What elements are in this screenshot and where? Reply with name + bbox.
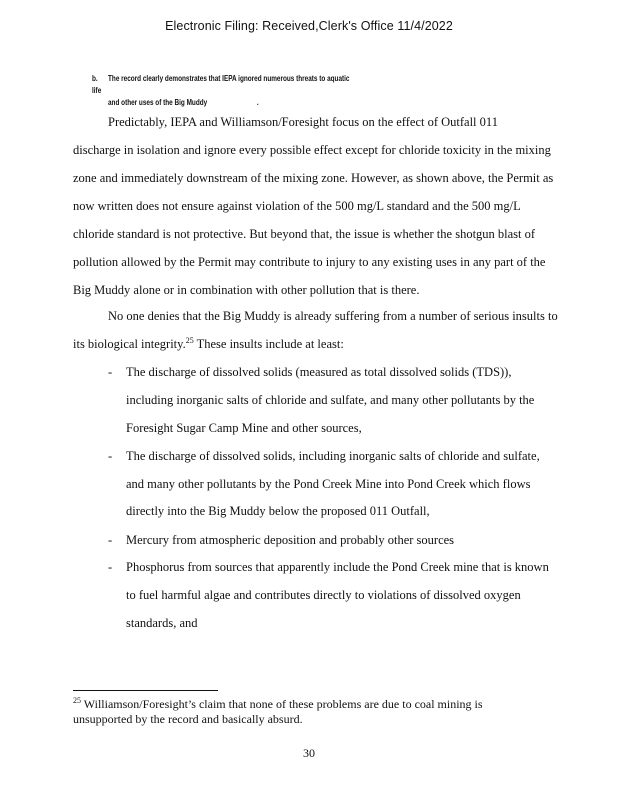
footnote-25: [73, 697, 553, 727]
paragraph-1-line-1: Predictably, IEPA and Williamson/Foresight focus on the effect of Outfall 011: [108, 115, 498, 129]
footnote-line-1: Williamson/Foresight’s claim that none of these problems are due to coal mining is: [81, 697, 483, 711]
paragraph-1-line-4: now written does not ensure against violation of the 500 mg/L standard and the 500 mg/L: [73, 199, 521, 213]
bullet-1-dash: -: [108, 365, 113, 379]
subheading-label: b.: [92, 74, 98, 83]
bullet-4-dash: -: [108, 560, 113, 574]
bullet-3-dash: -: [108, 533, 113, 547]
bullet-2-line-2: and many other pollutants by the Pond Creek Mine into Pond Creek which flows: [126, 477, 531, 491]
paragraph-2-line-1: No one denies that the Big Muddy is already suffering from a number of serious insults to: [108, 309, 558, 323]
paragraph-1-line-7: Big Muddy alone or in combination with other pollution that is there.: [73, 283, 420, 297]
footnote-line-2: unsupported by the record and basically absurd.: [73, 712, 303, 726]
bullet-1-line-1: The discharge of dissolved solids (measured as total dissolved solids (TDS)),: [126, 365, 512, 379]
subheading-line-1: The record clearly demonstrates that IEPA ignored numerous threats to aquatic life: [92, 74, 350, 95]
bullet-2-line-3: directly into the Big Muddy below the proposed 011 Outfall,: [126, 504, 430, 518]
paragraph-1-line-2: discharge in isolation and ignore every possible effect except for chloride toxicity in the mixing: [73, 143, 551, 157]
filing-stamp: Electronic Filing: Received,Clerk's Office 11/4/2022: [165, 19, 453, 33]
subheading-line-2: and other uses of the Big Muddy: [108, 98, 208, 107]
page-number: 30: [303, 746, 315, 760]
subheading-period: .: [256, 98, 259, 107]
footnote-ref-25[interactable]: 25: [185, 335, 194, 345]
paragraph-1-line-6: pollution allowed by the Permit may contribute to injury to any existing uses in any part of the: [73, 255, 546, 269]
bullet-2-dash: -: [108, 449, 113, 463]
bullet-2-line-1: The discharge of dissolved solids, including inorganic salts of chloride and sulfate,: [126, 449, 540, 463]
paragraph-2-line-2: [73, 336, 344, 352]
bullet-4-line-2: to fuel harmful algae and contributes directly to violations of dissolved oxygen: [126, 588, 521, 602]
paragraph-1-line-3: zone and immediately downstream of the mixing zone. However, as shown above, the Permit as: [73, 171, 554, 185]
footnote-number: 25: [73, 696, 81, 705]
bullet-1-line-3: Foresight Sugar Camp Mine and other sources,: [126, 421, 362, 435]
section-subheading: [92, 73, 356, 109]
bullet-3-line-1: Mercury from atmospheric deposition and probably other sources: [126, 533, 455, 547]
bullet-4-line-1: Phosphorus from sources that apparently include the Pond Creek mine that is known: [126, 560, 549, 574]
bullet-4-line-3: standards, and: [126, 616, 198, 630]
paragraph-2-text-a: its biological integrity.: [73, 337, 186, 351]
paragraph-2-text-b: These insults include at least:: [193, 337, 344, 351]
bullet-1-line-2: including inorganic salts of chloride and sulfate, and many other pollutants by the: [126, 393, 535, 407]
paragraph-1-line-5: chloride standard is not protective. But beyond that, the issue is whether the shotgun blast of: [73, 227, 536, 241]
footnote-separator: [73, 690, 218, 691]
